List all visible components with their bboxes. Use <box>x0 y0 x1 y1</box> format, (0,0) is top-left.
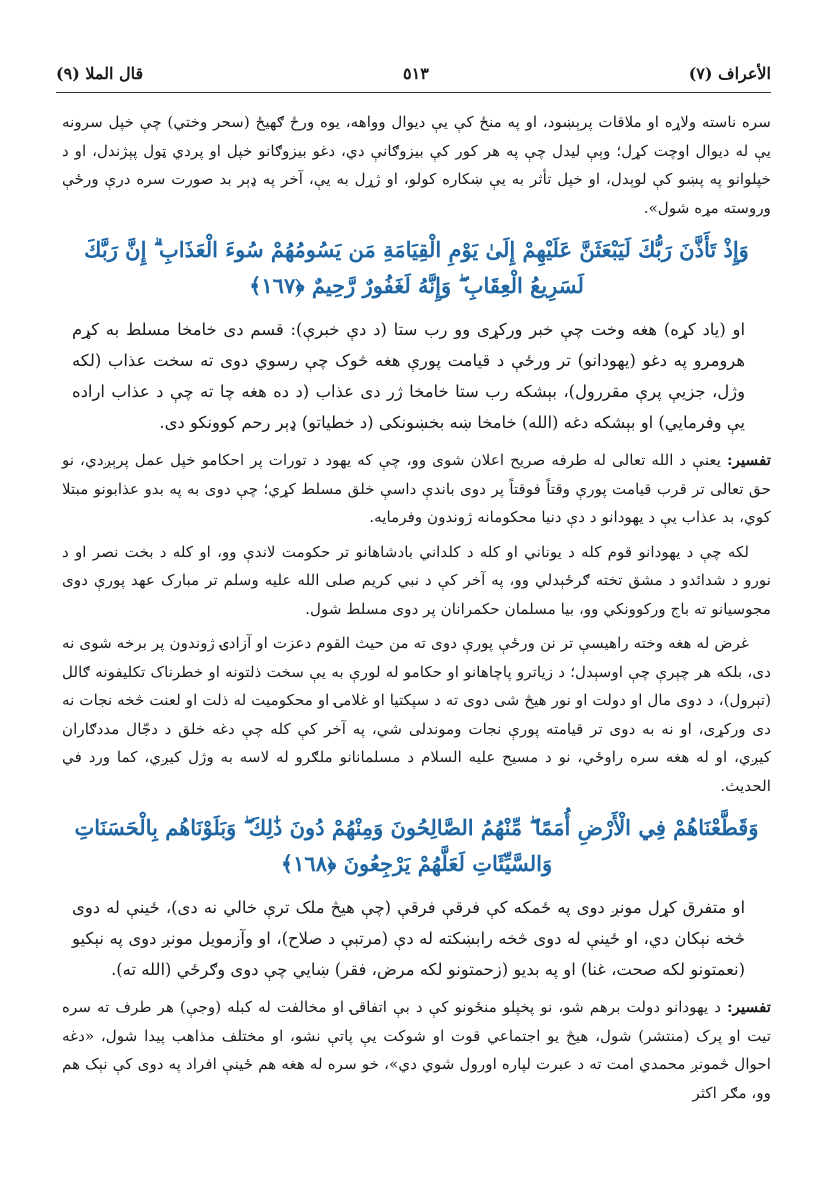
translation-167: او (یاد کړه) هغه وخت چې خبر ورکړی وو رب ستا (د دې خبرې): قسم دی خامخا مسلط به کړم هرومرو په دغو (یهودانو) تر ورځې د قیامت پورې هغه څوک چې رسوي دوی ته سخت عذاب (لکه وژل، جزیې پرې مقررول)، بېشکه رب ستا خامخا ژر دی عذاب (د ده هغه چا ته چې د عذاب اراده یې وفرمایي) او بېشکه دغه (الله) خامخا ښه بخښونکی (د خطیاتو) ډېر رحم کوونکو دی. <box>72 320 745 432</box>
tafsir-167 <box>62 446 771 532</box>
tafsir-label: تفسیر: <box>726 998 771 1016</box>
translation-168: او متفرق کړل مونږ دوی په ځمکه کې فرقې فرقې (چې هیڅ ملک ترې خالي نه دی)، ځینې له دوی څخه نېکان دي، او ځینې له دوی څخه رابښکته له دې (مرتبې د صلاح)، او وآزمویل مونږ دوی په نېکیو (نعمتونو لکه صحت، غنا) او په بدیو (زحمتونو لکه مرض، فقر) ښایي چې دوی وګرځي (الله ته). <box>72 898 745 979</box>
page-header <box>56 58 771 88</box>
quran-verse-168: وَقَطَّعْنَاهُمْ فِي الْأَرْضِ أُمَمًا ۖ مِّنْهُمُ الصَّالِحُونَ وَمِنْهُمْ دُونَ ذَٰلِكَ ۖ وَبَلَوْنَاهُم بِالْحَسَنَاتِ وَالسَّيِّئَاتِ لَعَلَّهُمْ يَرْجِعُونَ ﴿١٦٨﴾ <box>74 815 759 876</box>
tafsir-paragraph-2: لکه چې د یهودانو قوم کله د یوناني او کله د کلداني بادشاهانو تر حکومت لاندې وو، او کله د بخت نصر او د نورو د شدائدو د مشق تخته ګرځېدلي وو، په آخر کې د نبي کریم صلی الله علیه وسلم تر مبارک عهد پورې دوی مجوسیانو ته باج ورکوونکي وو، بیا مسلمان حکمرانان پر دوی مسلط شول. <box>62 542 771 618</box>
tafsir-paragraph-3: غرض له هغه وخته راهیسې تر نن ورځې پورې دوی ته من حیث القوم دعزت او آزادۍ ژوندون پر برخه شوی نه دی، بلکه هر چېرې چې اوسېدل؛ د زیاترو پاچاهانو او حکامو له لورې به یې سخت ذلتونه او خطرناک تکلیفونه ګالل (تېرول)، د دوی مال او دولت او نور هیڅ شی دوی ته د سپکتیا او غلامۍ او محکومیت له ذلت او لعنت څخه نجات نه دی ورکړی، او نه به دوی تر قیامته پورې نجات وموندلی شي، په آخر کې کله چې دغه خلق د دجّال مددګاران کیږي، او له هغه سره راوځي، نو د مسیح علیه السلام د مسلمانانو ملګرو له لاسه به وژل کیږي، کما ورد في الحدیث. <box>62 634 771 795</box>
juz-name: قال الملا (٩) <box>56 63 144 83</box>
tafsir-label: تفسیر: <box>726 451 771 469</box>
page-number: ٥١٣ <box>403 63 429 83</box>
quran-verse-167: وَإِذْ تَأَذَّنَ رَبُّكَ لَيَبْعَثَنَّ عَلَيْهِمْ إِلَىٰ يَوْمِ الْقِيَامَةِ مَن يَسُومُهُمْ سُوءَ الْعَذَابِ ۗ إِنَّ رَبَّكَ لَسَرِيعُ الْعِقَابِ ۖ وَإِنَّهُ لَغَفُورٌ رَّحِيمٌ ﴿١٦٧﴾ <box>84 237 749 298</box>
tafsir-text: یعنې د الله تعالی له طرفه صریح اعلان شوی وو، چې که یهود د تورات پر احکامو خپل عمل پرېږدي، نو حق تعالی تر قرب قیامت پورې وقتاً فوقتاً پر دوی باندې داسې خلق مسلط کړي؛ چې دوی به په بدو عذابونو مبتلا کوي، بد عذاب یې د یهودانو د دې دنیا محکومانه ژوندون وفرمایه. <box>62 451 771 526</box>
page-body <box>62 108 771 1113</box>
surah-name: الأعراف (٧) <box>688 63 771 83</box>
header-divider <box>56 92 771 93</box>
tafsir-text: د یهودانو دولت برهم شو، نو پخپلو منځونو کې د بې اتفاقۍ او مخالفت له کبله (وجې) هر طرف ته سره تیت او پرک (منتشر) شول، هیڅ یو اجتماعي قوت او شوکت یې پاتې نشو، او مختلف مذاهب پیدا شول، «دغه احوال څمونږ محمدي امت ته د عبرت لپاره اورول شوي دي»، خو سره له هغه هم ځینې افراد په دوی کې نېک هم وو، مګر اکثر <box>62 998 771 1102</box>
intro-paragraph: سره ناسته ولاړه او ملاقات پرېښود، او په منځ کې یې دیوال وواهه، یوه ورځ ګهیځ (سحر وختي) چې خپل سرونه یې له دیوال اوچت کړل؛ وېې لیدل چې په هر کور کې بیزوګانې دي، دغو بیزوګانو خپل او پردي ټول پېژندل، او د خپلوانو په پښو کې لوېدل، او خپل تأثر به یې ښکاره کولو، او ژړل به یې، آخر په ډېر بد صورت سره درې ورځې وروسته مړه شول». <box>62 113 771 217</box>
tafsir-168 <box>62 993 771 1107</box>
